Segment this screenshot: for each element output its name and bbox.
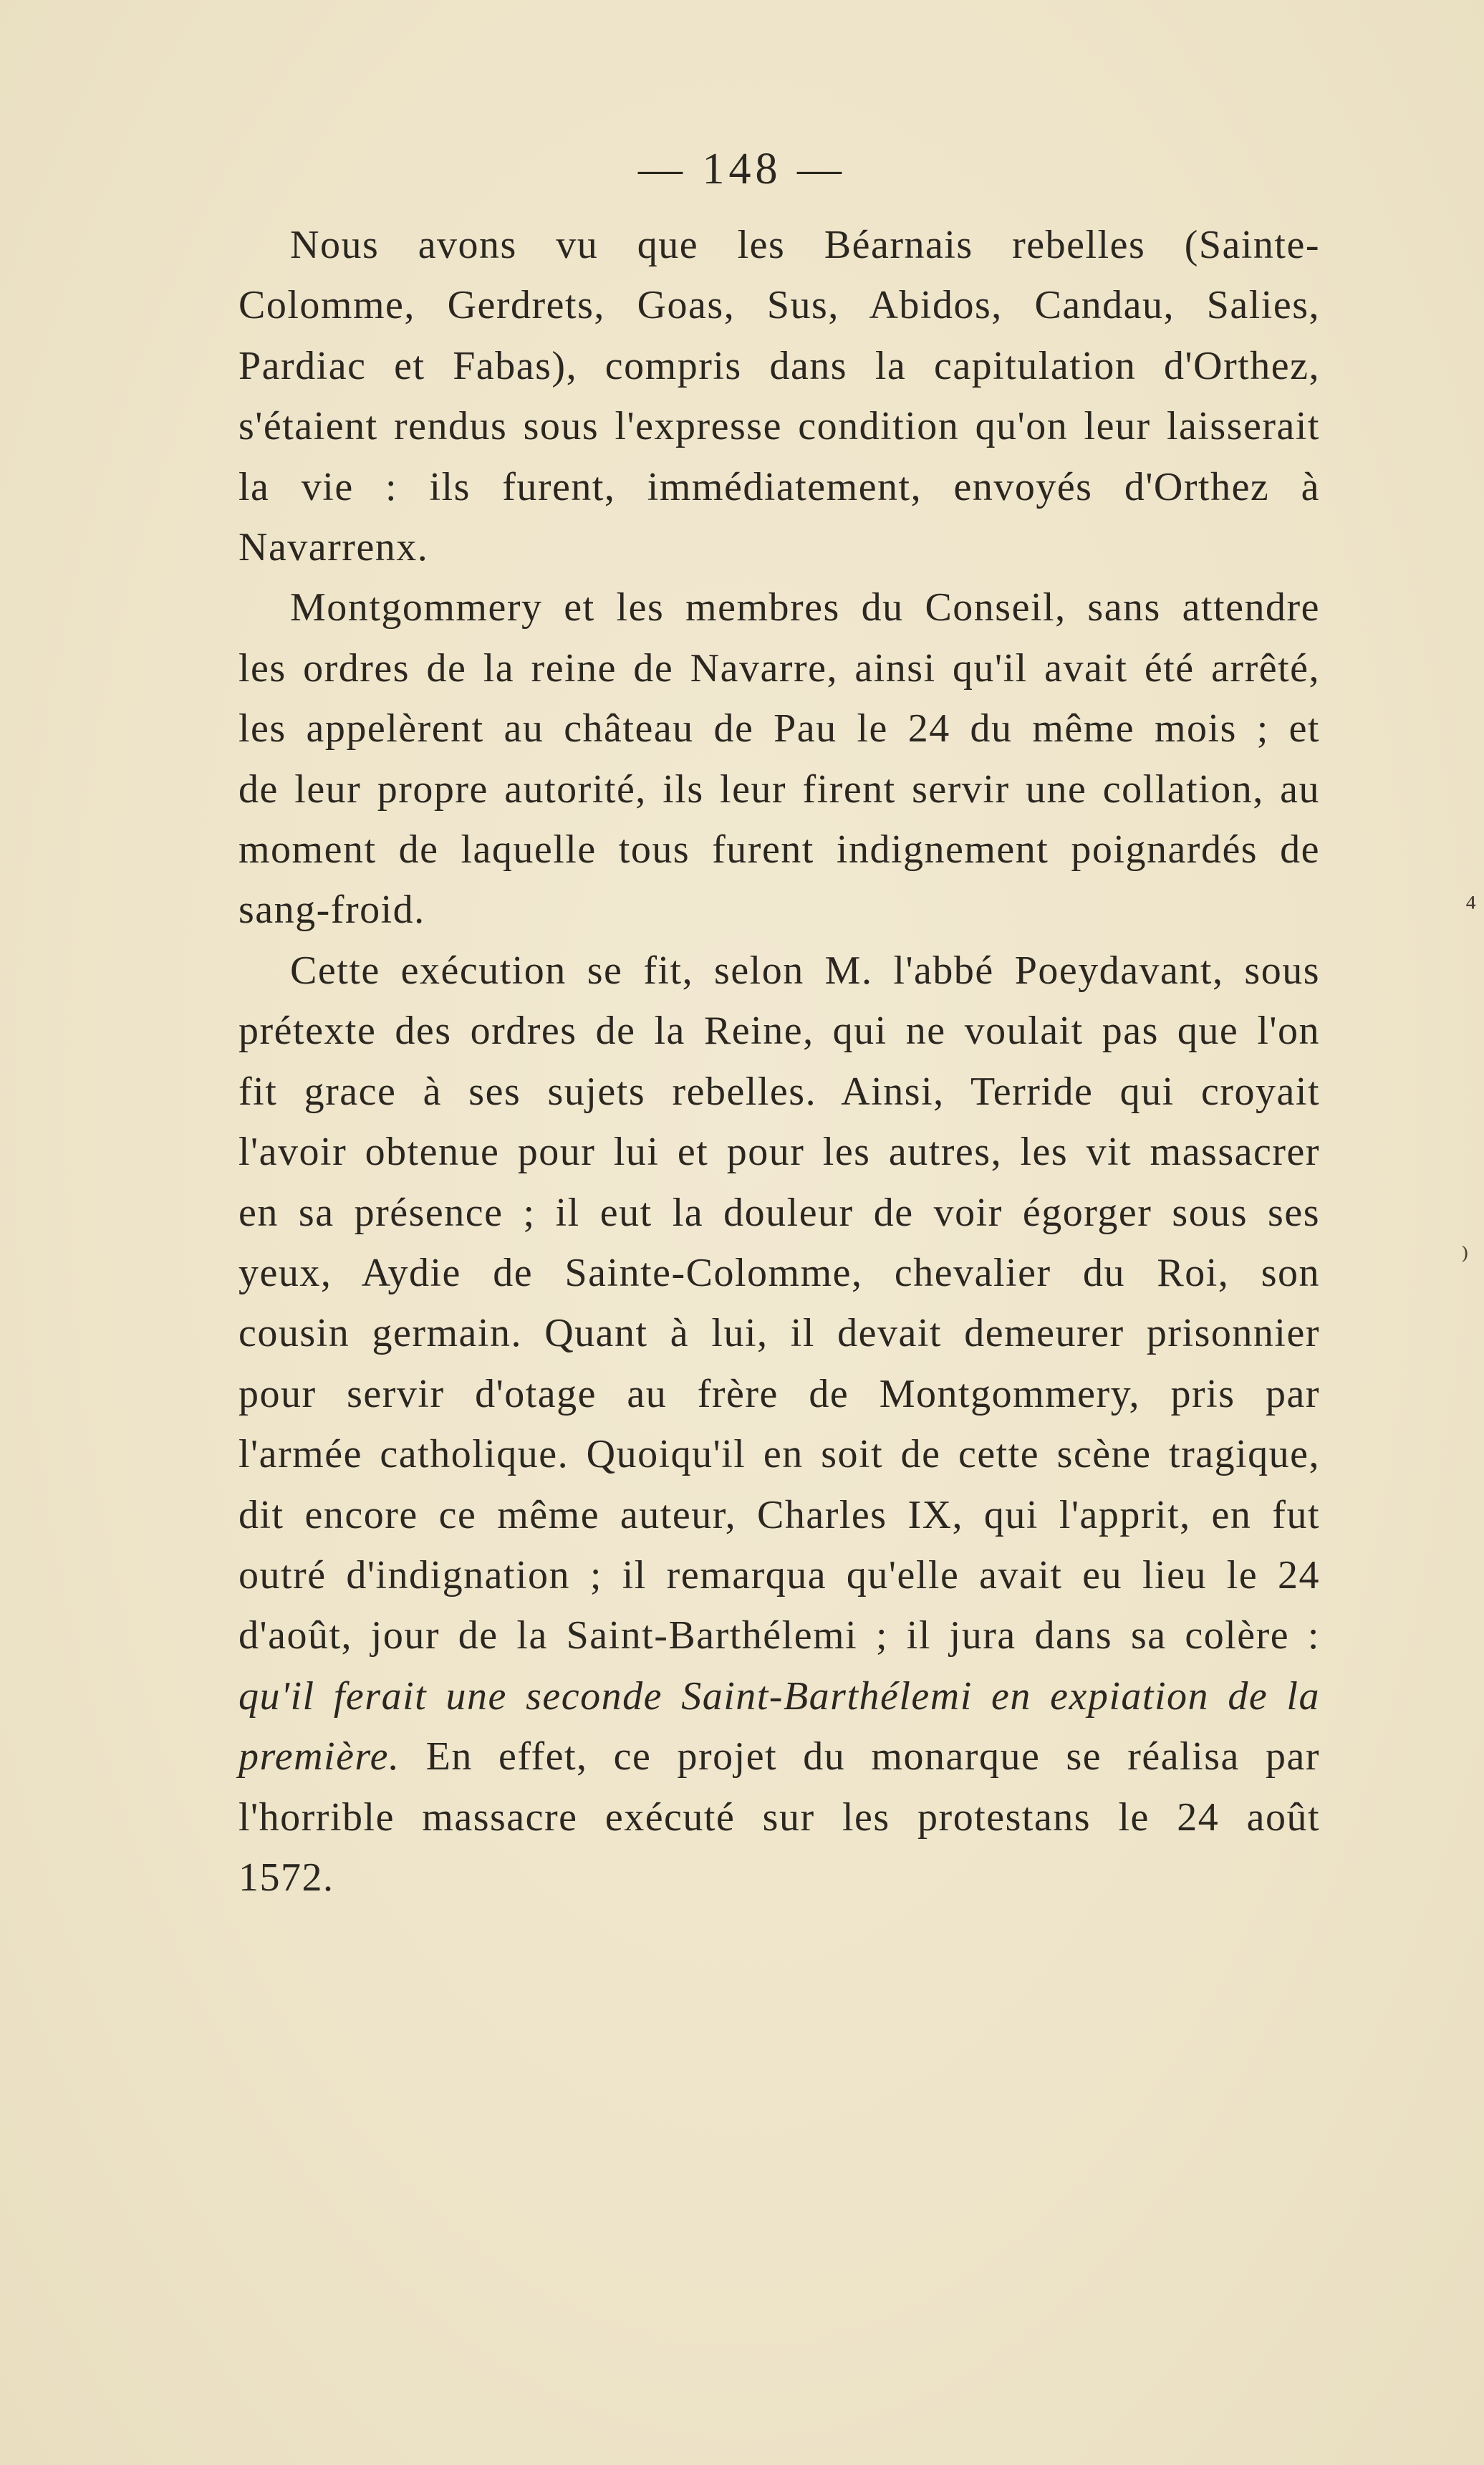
paragraph-3-text-after-italic: En effet, ce projet du monarque se réalisa par l'horrible massacre exécuté sur les protestans le 24 août 1572. <box>238 1734 1320 1900</box>
paragraph-2: Montgommery et les membres du Conseil, sans attendre les ordres de la reine de Navarre, ainsi qu'il avait été arrêté, les appelèrent au château de Pau le 24 du même mois ; et de leur propre autorité, ils leur firent servir une collation, au moment de laquelle tous furent indignement poignardés de sang-froid. <box>238 585 1320 933</box>
paragraph-3 <box>238 941 1320 1908</box>
margin-mark-middle: ⁾ <box>1461 1241 1469 1277</box>
paragraph-3-italic-quote: qu'il ferait une seconde Saint-Barthélemi en expiation de la première. <box>238 1673 1320 1779</box>
page-number: — 148 — <box>638 145 846 193</box>
paragraph-1: Nous avons vu que les Béarnais rebelles (Sainte-Colomme, Gerdrets, Goas, Sus, Abidos, Candau, Salies, Pardiac et Fabas), compris dans la capitulation d'Orthez, s'étaient rendus sous l'expresse condition qu'on leur laisserait la vie : ils furent, immédiatement, envoyés d'Orthez à Navarrenx. <box>238 223 1320 570</box>
body-text <box>238 215 1320 1908</box>
margin-mark-top: ⁴ <box>1465 889 1477 924</box>
paragraph-3-text-before-italic: Cette exécution se fit, selon M. l'abbé Poeydavant, sous prétexte des ordres de la Reine, qui ne voulait pas que l'on fit grace à ses sujets rebelles. Ainsi, Terride qui croyait l'avoir obtenue pour lui et pour les autres, les vit massacrer en sa présence ; il eut la douleur de voir égorger sous ses yeux, Aydie de Sainte-Colomme, chevalier du Roi, son cousin germain. Quant à lui, il devait demeurer prisonnier pour servir d'otage au frère de Montgommery, pris par l'armée catholique. Quoiqu'il en soit de cette scène tragique, dit encore ce même auteur, Charles IX, qui l'apprit, en fut outré d'indignation ; il remarqua qu'elle avait eu lieu le 24 d'août, jour de la Saint-Barthélemi ; il jura dans sa colère : <box>238 948 1320 1658</box>
